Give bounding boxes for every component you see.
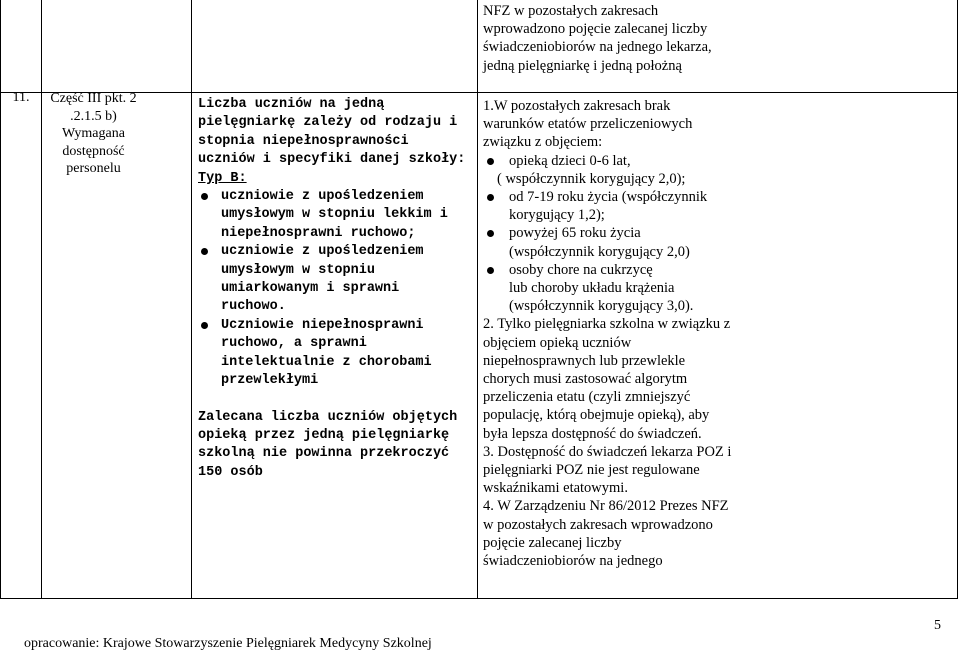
student-groups-list <box>198 188 470 390</box>
footer-text: opracowanie: Krajowe Stowarzyszenie Pielęgniarek Medycyny Szkolnej <box>24 636 432 651</box>
point-3: 3. Dostępność do świadczeń lekarza POZ i pielęgniarki POZ nie jest regulowane wskaźnikami etatowymi. <box>483 443 732 497</box>
list-item-continuation: korygujący 1,2); <box>509 207 605 224</box>
list-item <box>198 188 470 243</box>
coefficients-list <box>483 152 733 316</box>
table-border-right <box>957 0 958 599</box>
bullet-icon <box>487 158 494 165</box>
point-1-intro: 1.W pozostałych zakresach brak warunków etatów przeliczeniowych związku z objęciem: <box>483 98 693 151</box>
list-item-text: uczniowie z upośledzeniem umysłowym w stopniu lekkim i niepełnosprawni ruchowo; <box>221 189 448 241</box>
list-item <box>198 243 470 317</box>
bullet-icon <box>487 230 494 237</box>
list-item-text: powyżej 65 roku życia <box>509 225 641 242</box>
list-item-continuation: (współczynnik korygujący 2,0) <box>509 243 690 260</box>
page-number: 5 <box>934 618 941 633</box>
recommendation: Zalecana liczba uczniów objętych opieką przez jedną pielęgniarkę szkolną nie powinna przekroczyć 150 osób <box>198 409 458 480</box>
point-2: 2. Tylko pielęgniarka szkolna w związku z objęciem opieką uczniów niepełnosprawnych lub przewlekle chorych musi zastosować algorytm przeliczenia etatu (czyli zmniejszyć populację, którą obejmuje opieką), aby była lepsza dostępność do świadczeń. <box>483 316 731 442</box>
list-item-text: od 7-19 roku życia (współczynnik <box>509 189 708 206</box>
list-item-text: Uczniowie niepełnosprawni ruchowo, a sprawni intelektualnie z chorobami przewlekłymi <box>221 317 432 389</box>
list-item-text: uczniowie z upośledzeniem umysłowym w stopniu umiarkowanym i sprawni ruchowo. <box>221 244 424 315</box>
bullet-icon <box>201 322 208 329</box>
list-item-continuation: (współczynnik korygujący 3,0). <box>509 298 694 315</box>
list-item <box>198 317 470 391</box>
bullet-icon <box>201 193 208 200</box>
list-item <box>483 224 733 242</box>
list-item-continuation: ( współczynnik korygujący 2,0); <box>497 170 686 187</box>
list-item <box>483 261 733 279</box>
list-item-text: opieką dzieci 0-6 lat, <box>509 152 631 169</box>
previous-row-comment: NFZ w pozostałych zakresach wprowadzono pojęcie zalecanej liczby świadczeniobiorów na jednego lekarza, jedną pielęgniarkę i jedną położną <box>483 3 712 74</box>
school-type-label: Typ B: <box>198 170 247 186</box>
bullet-icon <box>487 194 494 201</box>
criteria-intro: Liczba uczniów na jedną pielęgniarkę zależy od rodzaju i stopnia niepełnosprawności uczniów i specyfiki danej szkoły: <box>198 97 466 168</box>
spacer <box>198 391 470 409</box>
section-reference: Część III pkt. 2 .2.1.5 b) Wymagana dostępność personelu <box>50 91 137 176</box>
bullet-icon <box>201 248 208 255</box>
list-item-text: osoby chore na cukrzycę <box>509 261 653 278</box>
point-4: 4. W Zarządzeniu Nr 86/2012 Prezes NFZ w pozostałych zakresach wprowadzono pojęcie zalecanej liczby świadczeniobiorów na jednego <box>483 498 729 570</box>
table-divider-col2 <box>191 0 192 599</box>
table-border-bottom <box>0 598 958 599</box>
list-item <box>483 152 733 170</box>
criteria-cell <box>198 96 470 482</box>
list-item-continuation: lub choroby układu krążenia <box>509 280 675 297</box>
row-number: 11. <box>12 90 30 105</box>
comments-cell <box>483 97 733 570</box>
bullet-icon <box>487 267 494 274</box>
table-divider-col3 <box>477 0 478 599</box>
list-item <box>483 188 733 206</box>
